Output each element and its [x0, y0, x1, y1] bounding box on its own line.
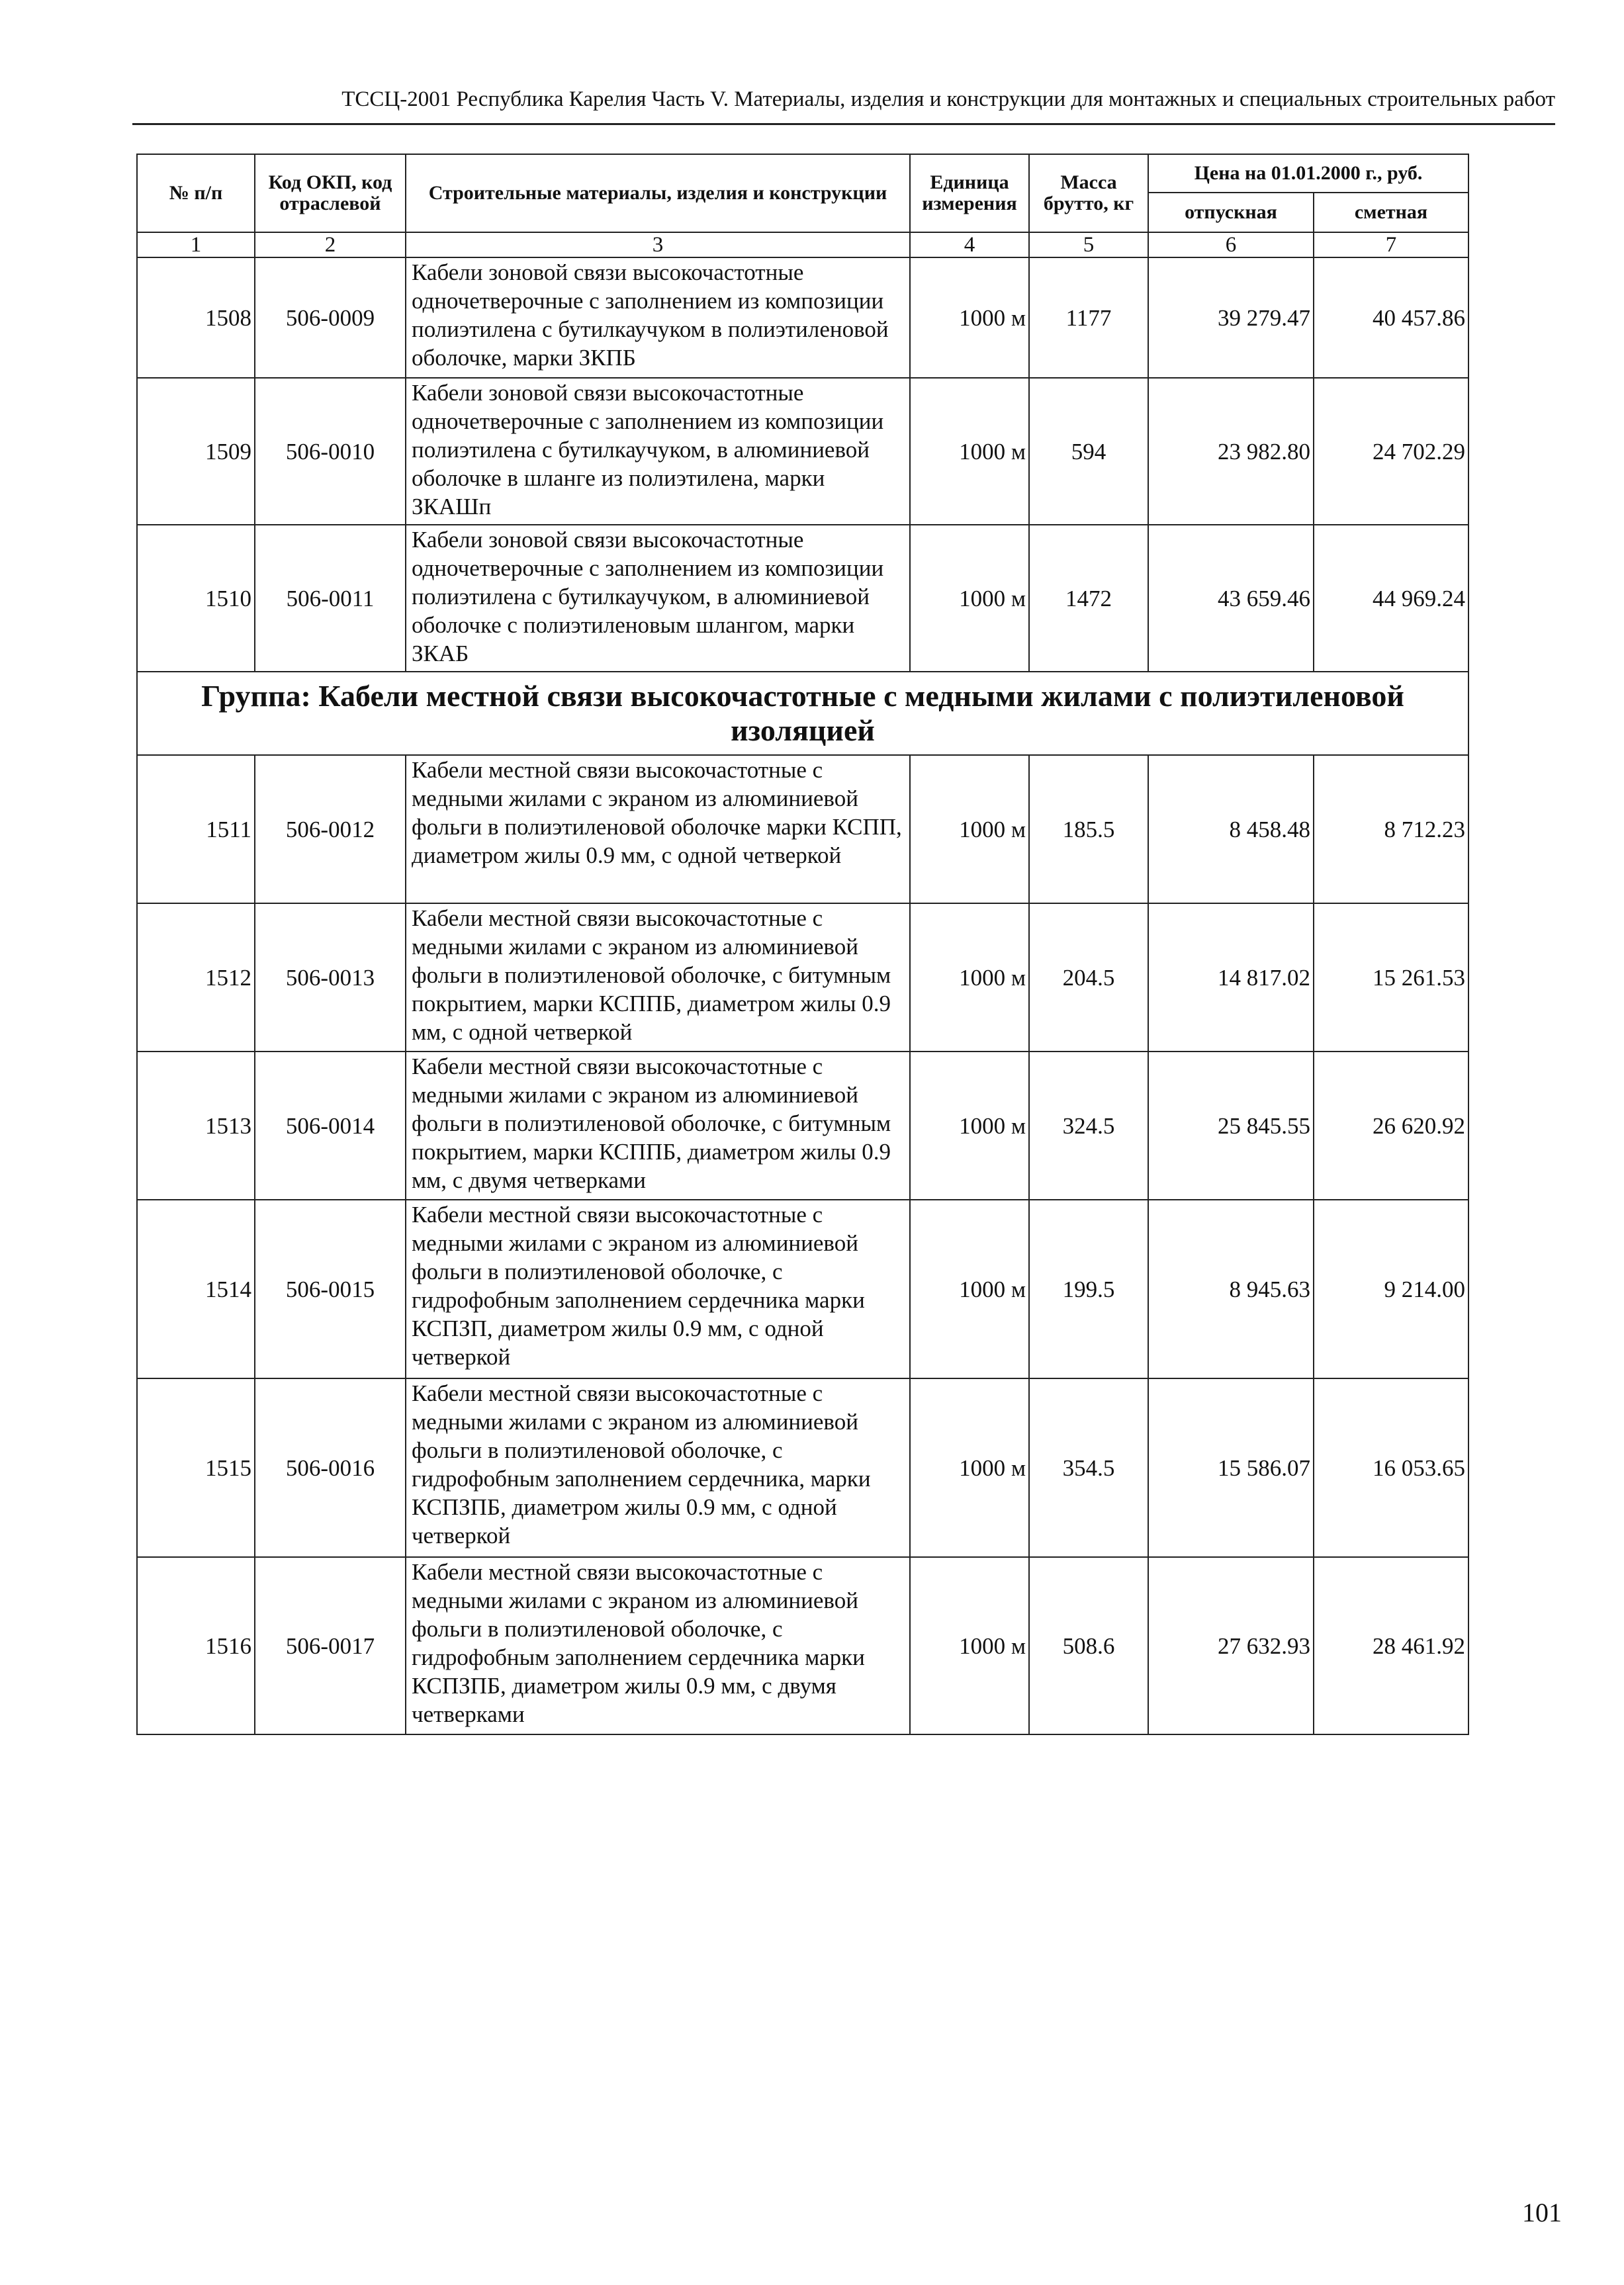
column-number: 5	[1029, 232, 1148, 257]
row-release-price: 27 632.93	[1148, 1557, 1314, 1734]
row-estimate-price: 44 969.24	[1314, 525, 1468, 672]
page-number: 101	[1522, 2198, 1562, 2227]
group-header-row	[137, 672, 1468, 755]
row-unit: 1000 м	[910, 903, 1029, 1052]
row-mass: 1472	[1029, 525, 1148, 672]
row-num: 1508	[137, 257, 255, 378]
row-description: Кабели местной связи высокочастотные с медными жилами с экраном из алюминиевой фольги в полиэтиленовой оболочке, с гидрофобным заполнением сердечника марки КСПЗПБ, диаметром жилы 0.9 мм, с двумя четверками	[406, 1557, 910, 1734]
table-row	[137, 755, 1468, 903]
row-unit: 1000 м	[910, 525, 1029, 672]
row-code: 506-0009	[255, 257, 406, 378]
row-release-price: 8 458.48	[1148, 755, 1314, 903]
row-mass: 508.6	[1029, 1557, 1148, 1734]
table-row	[137, 1557, 1468, 1734]
row-description: Кабели местной связи высокочастотные с медными жилами с экраном из алюминиевой фольги в полиэтиленовой оболочке, с гидрофобным заполнением сердечника марки КСПЗП, диаметром жилы 0.9 мм, с одной четверкой	[406, 1200, 910, 1378]
row-mass: 594	[1029, 378, 1148, 525]
column-numbers-row	[137, 232, 1468, 257]
table-row	[137, 1052, 1468, 1200]
row-unit: 1000 м	[910, 1200, 1029, 1378]
row-estimate-price: 24 702.29	[1314, 378, 1468, 525]
row-code: 506-0014	[255, 1052, 406, 1200]
row-num: 1510	[137, 525, 255, 672]
row-description: Кабели местной связи высокочастотные с медными жилами с экраном из алюминиевой фольги в полиэтиленовой оболочке, с битумным покрытием, марки КСППБ, диаметром жилы 0.9 мм, с одной четверкой	[406, 903, 910, 1052]
row-release-price: 43 659.46	[1148, 525, 1314, 672]
row-release-price: 39 279.47	[1148, 257, 1314, 378]
row-release-price: 14 817.02	[1148, 903, 1314, 1052]
table-row	[137, 903, 1468, 1052]
header-price: Цена на 01.01.2000 г., руб.	[1148, 154, 1468, 193]
header-release-price: отпускная	[1148, 193, 1314, 232]
row-code: 506-0015	[255, 1200, 406, 1378]
header-num: № п/п	[137, 154, 255, 232]
column-number: 2	[255, 232, 406, 257]
row-estimate-price: 8 712.23	[1314, 755, 1468, 903]
row-code: 506-0017	[255, 1557, 406, 1734]
row-code: 506-0016	[255, 1378, 406, 1557]
row-mass: 354.5	[1029, 1378, 1148, 1557]
row-release-price: 8 945.63	[1148, 1200, 1314, 1378]
row-description: Кабели зоновой связи высокочастотные одночетверочные с заполнением из композиции полиэтилена с бутилкаучуком, в алюминиевой оболочке с полиэтиленовым шлангом, марки ЗКАБ	[406, 525, 910, 672]
group-title: Группа: Кабели местной связи высокочастотные с медными жилами с полиэтиленовой изоляцией	[137, 672, 1468, 755]
row-description: Кабели зоновой связи высокочастотные одночетверочные с заполнением из композиции полиэтилена с бутилкаучуком в полиэтиленовой оболочке, марки ЗКПБ	[406, 257, 910, 378]
row-description: Кабели местной связи высокочастотные с медными жилами с экраном из алюминиевой фольги в полиэтиленовой оболочке, с гидрофобным заполнением сердечника, марки КСПЗПБ, диаметром жилы 0.9 мм, с одной четверкой	[406, 1378, 910, 1557]
column-number: 7	[1314, 232, 1468, 257]
table-row	[137, 378, 1468, 525]
row-mass: 1177	[1029, 257, 1148, 378]
row-release-price: 23 982.80	[1148, 378, 1314, 525]
header-name: Строительные материалы, изделия и конструкции	[406, 154, 910, 232]
row-estimate-price: 16 053.65	[1314, 1378, 1468, 1557]
page-header: ТССЦ-2001 Республика Карелия Часть V. Материалы, изделия и конструкции для монтажных и специальных строительных работ	[341, 87, 1555, 111]
row-description: Кабели местной связи высокочастотные с медными жилами с экраном из алюминиевой фольги в полиэтиленовой оболочке марки КСПП, диаметром жилы 0.9 мм, с одной четверкой	[406, 755, 910, 903]
row-unit: 1000 м	[910, 1557, 1029, 1734]
row-mass: 324.5	[1029, 1052, 1148, 1200]
row-mass: 199.5	[1029, 1200, 1148, 1378]
row-num: 1514	[137, 1200, 255, 1378]
column-number: 1	[137, 232, 255, 257]
table-row	[137, 525, 1468, 672]
row-num: 1515	[137, 1378, 255, 1557]
header-code: Код ОКП, код отраслевой	[255, 154, 406, 232]
row-num: 1513	[137, 1052, 255, 1200]
row-unit: 1000 м	[910, 378, 1029, 525]
row-num: 1512	[137, 903, 255, 1052]
row-code: 506-0010	[255, 378, 406, 525]
table-row	[137, 1378, 1468, 1557]
row-estimate-price: 15 261.53	[1314, 903, 1468, 1052]
row-code: 506-0013	[255, 903, 406, 1052]
table-row	[137, 257, 1468, 378]
row-unit: 1000 м	[910, 257, 1029, 378]
row-num: 1509	[137, 378, 255, 525]
row-estimate-price: 9 214.00	[1314, 1200, 1468, 1378]
row-num: 1511	[137, 755, 255, 903]
row-estimate-price: 40 457.86	[1314, 257, 1468, 378]
row-unit: 1000 м	[910, 755, 1029, 903]
header-unit: Единица измерения	[910, 154, 1029, 232]
header-rule	[132, 123, 1555, 125]
row-description: Кабели зоновой связи высокочастотные одночетверочные с заполнением из композиции полиэтилена с бутилкаучуком, в алюминиевой оболочке в шланге из полиэтилена, марки ЗКАШп	[406, 378, 910, 525]
row-code: 506-0012	[255, 755, 406, 903]
header-estimate-price: сметная	[1314, 193, 1468, 232]
column-number: 6	[1148, 232, 1314, 257]
row-mass: 204.5	[1029, 903, 1148, 1052]
column-number: 3	[406, 232, 910, 257]
row-code: 506-0011	[255, 525, 406, 672]
price-table	[136, 154, 1469, 1735]
header-mass: Масса брутто, кг	[1029, 154, 1148, 232]
row-num: 1516	[137, 1557, 255, 1734]
row-unit: 1000 м	[910, 1052, 1029, 1200]
row-estimate-price: 26 620.92	[1314, 1052, 1468, 1200]
column-number: 4	[910, 232, 1029, 257]
table-row	[137, 1200, 1468, 1378]
row-estimate-price: 28 461.92	[1314, 1557, 1468, 1734]
row-unit: 1000 м	[910, 1378, 1029, 1557]
row-description: Кабели местной связи высокочастотные с медными жилами с экраном из алюминиевой фольги в полиэтиленовой оболочке, с битумным покрытием, марки КСППБ, диаметром жилы 0.9 мм, с двумя четверками	[406, 1052, 910, 1200]
row-release-price: 15 586.07	[1148, 1378, 1314, 1557]
row-release-price: 25 845.55	[1148, 1052, 1314, 1200]
row-mass: 185.5	[1029, 755, 1148, 903]
